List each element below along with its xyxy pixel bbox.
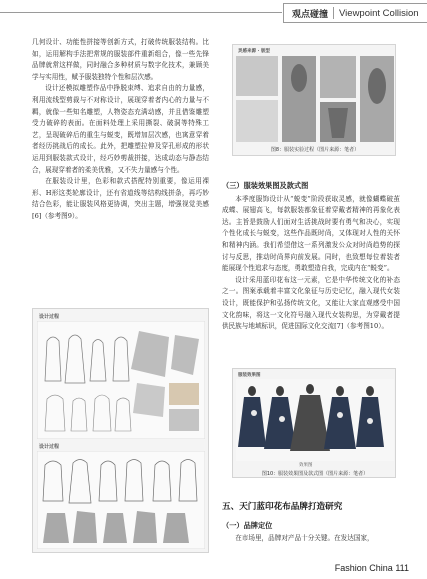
section-5 [222, 502, 400, 545]
fig10-label-top: 服装效果图 [238, 373, 261, 378]
header-rule [0, 12, 282, 13]
section-5-subheading: （一）品牌定位 [222, 520, 273, 530]
right-paragraph-1: 本季度服饰设计从“蜕变”阶段获取灵感，就像蝴蝶破茧成蝶、展翅高飞，每款服装都象征着穿戴者精神的再象化表达。主旨是鼓励人们面对生活挑战时要有勇气和决心，实现个性化成长与蜕变，这些作品既时尚，又体现对人性的关怀和精神内涵。我们希望借这一系列激发公众对时尚趋势的探讨与反思，推动时尚界向前发展。同时，也致想每位着装者能展现个性追求与态度，勇敢塑造自我，完成内在“蜕变”。 [222, 194, 400, 273]
fig8-caption: 图8：服装实验过程（图片来源：笔者） [270, 147, 360, 153]
figure-10-effect-drawings [232, 368, 396, 478]
section-tag-divider [333, 7, 334, 19]
fig10-caption: 图10：服装效果图及款式图（图片来源：笔者） [261, 471, 369, 477]
left-paragraph-1: 几何设计、功能性拼接等创新方式，打破传统服装结构。比如，运用解构手法把常规的服装部件重新组合，像一些先锋品牌就常这样做，同时融合多种材质与数字化技术，兼顾美学与实用性，赋予服装独特个性和层次感。 [32, 38, 209, 81]
figure-8-experiment [232, 44, 396, 156]
fig10-label-bottom: 效果图 [299, 463, 313, 468]
figure-9-design-process [32, 308, 209, 553]
section-tag-cn: 观点碰撞 [292, 9, 329, 20]
right-paragraph-2: 设计采用蓝印花布这一元素，它是中华传统文化的补态之一。图案承载着丰富文化象征与历史记忆，融入现代女装设计，既能保护和弘扬传统文化，又能让大家直观感受中国文化韵味，将这一文化符号融入现代女装构思，为穿戴者提供民族与地域标识，促进国际文化交流[7]（参考图10）。 [222, 275, 400, 331]
section-5-paragraph: 在市场里，品牌对产品十分关键。在发达国家， [235, 534, 374, 543]
fig9-label-bottom: 设计过程 [39, 444, 60, 450]
left-paragraph-3: 在服装设计里，色彩和款式搭配特别重要，像运用裸形、H形这类轮廓设计，还有省道线等结构线拼条，再巧妙结合色彩，能让服装风格更协调，突出主题，增强视觉美感[6]（参考图9）。 [32, 177, 209, 220]
left-column [32, 37, 209, 223]
fig8-label: 灵感来源 · 版型 [238, 49, 270, 54]
page-footer: Fashion China 111 [334, 563, 409, 573]
fig8-photo-collage [236, 56, 394, 144]
subheading-effect-drawings: （三）服装效果图及款式图 [222, 181, 309, 190]
fig10-illustration [236, 379, 394, 461]
fig9-sketch-sheet-top [37, 321, 205, 439]
left-paragraph-2: 设计还模拟雕塑作品中挣脱束缚、追求自由的力量感，利用流线型剪裁与不对称设计，展现穿着者内心的力量与不羁，就像一些知名雕塑，人物姿态充满动感，并且借鉴雕塑受力破碎的表面。在面料处理上采用撕裂、破洞等特殊工艺，呈现破碎后的重生与蜕变，既增加层次感，也寓意穿着者经历挑战后的成长。此外，把雕塑拉伸及穿孔形成的形状运用到服装款式设计，经巧妙剪裁拼接，达成动态与静态结合，展现穿着者的柔美优雅，又不失力量感与个性。 [32, 84, 209, 174]
section-tag [283, 3, 427, 23]
section-5-heading: 五、天门蓝印花布品牌打造研究 [222, 502, 343, 512]
right-column [222, 178, 400, 333]
fig9-sketch-sheet-bottom [37, 451, 205, 549]
section-tag-en: Viewpoint Collision [339, 7, 419, 19]
fig9-label-top: 设计过程 [39, 314, 60, 320]
